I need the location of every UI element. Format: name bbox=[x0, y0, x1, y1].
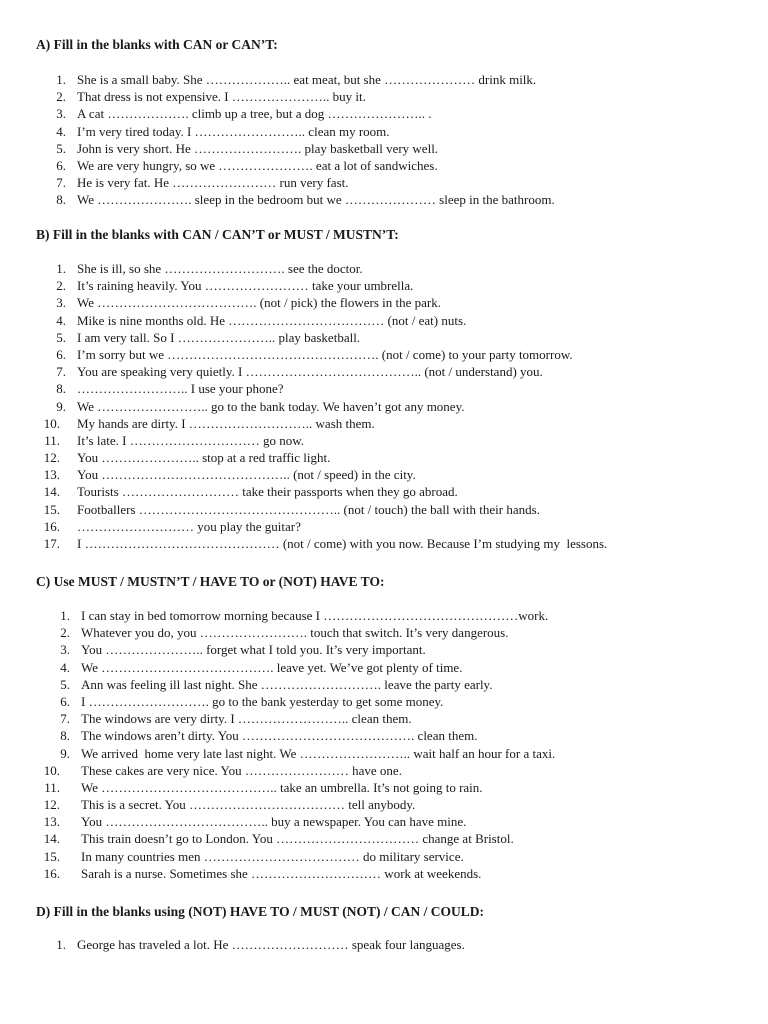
item-number: 12. bbox=[43, 450, 60, 466]
item-text: Mike is nine months old. He ……………………………… (not / eat) nuts. bbox=[77, 312, 467, 328]
list-item bbox=[0, 659, 768, 676]
list-item bbox=[0, 88, 768, 105]
item-text: This is a secret. You ……………………………… tell anybody. bbox=[81, 797, 416, 813]
item-number: 14. bbox=[43, 831, 60, 847]
item-text: These cakes are very nice. You …………………… have one. bbox=[81, 762, 402, 778]
section-c-list bbox=[0, 607, 768, 882]
item-number: 6. bbox=[60, 693, 70, 709]
list-item bbox=[0, 624, 768, 641]
item-text: He is very fat. He …………………… run very fast. bbox=[77, 175, 349, 191]
item-number: 4. bbox=[56, 123, 66, 139]
item-number: 4. bbox=[60, 659, 70, 675]
item-number: 2. bbox=[60, 625, 70, 641]
item-text: It’s raining heavily. You …………………… take your umbrella. bbox=[77, 278, 414, 294]
list-item bbox=[0, 762, 768, 779]
list-item bbox=[0, 518, 768, 535]
item-number: 10. bbox=[43, 762, 60, 778]
item-text: You …………………………………….. (not / speed) in the city. bbox=[77, 467, 416, 483]
item-number: 14. bbox=[43, 484, 60, 500]
list-item bbox=[0, 535, 768, 552]
item-text: ……………………… you play the guitar? bbox=[77, 518, 301, 534]
item-text: I ……………………………………… (not / come) with you now. Because I’m studying my lessons. bbox=[77, 536, 608, 551]
item-number: 5. bbox=[56, 329, 66, 345]
item-text: Tourists ……………………… take their passports when they go abroad. bbox=[77, 484, 458, 500]
item-text: We …………………………………. leave yet. We’ve got plenty of time. bbox=[81, 659, 463, 675]
item-text: You ……………………………….. buy a newspaper. You can have mine. bbox=[81, 814, 467, 830]
item-text: I am very tall. So I ………………….. play basketball. bbox=[77, 329, 361, 345]
item-text: We …………………….. go to the bank today. We haven’t got any money. bbox=[77, 398, 465, 414]
item-number: 10. bbox=[43, 415, 60, 431]
item-text: Ann was feeling ill last night. She ………………………. leave the party early. bbox=[81, 676, 493, 692]
item-text: I can stay in bed tomorrow morning because I ………………………………………work. bbox=[81, 608, 549, 623]
list-item bbox=[0, 779, 768, 796]
list-item bbox=[0, 796, 768, 813]
item-number: 11. bbox=[44, 432, 60, 448]
list-item bbox=[0, 432, 768, 449]
item-text: Whatever you do, you ……………………. touch that switch. It’s very dangerous. bbox=[81, 625, 509, 641]
item-number: 7. bbox=[56, 364, 66, 380]
item-text: My hands are dirty. I ……………………….. wash them. bbox=[77, 415, 375, 431]
item-number: 8. bbox=[56, 192, 66, 208]
list-item bbox=[0, 277, 768, 294]
list-item bbox=[0, 71, 768, 88]
item-number: 3. bbox=[60, 642, 70, 658]
list-item bbox=[0, 363, 768, 380]
list-item bbox=[0, 191, 768, 208]
item-number: 7. bbox=[56, 175, 66, 191]
item-text: The windows are very dirty. I …………………….. clean them. bbox=[81, 711, 412, 727]
list-item bbox=[0, 710, 768, 727]
list-item bbox=[0, 415, 768, 432]
item-text: You ………………….. stop at a red traffic light. bbox=[77, 450, 331, 466]
list-item bbox=[0, 294, 768, 311]
list-item bbox=[0, 398, 768, 415]
item-number: 1. bbox=[56, 261, 66, 276]
item-number: 9. bbox=[60, 745, 70, 761]
list-item bbox=[0, 380, 768, 397]
item-text: George has traveled a lot. He ……………………… speak four languages. bbox=[77, 937, 465, 952]
list-item bbox=[0, 157, 768, 174]
list-item bbox=[0, 607, 768, 624]
item-text: This train doesn’t go to London. You …………………………… change at Bristol. bbox=[81, 831, 514, 847]
item-number: 2. bbox=[56, 89, 66, 105]
item-number: 13. bbox=[43, 814, 60, 830]
item-number: 5. bbox=[60, 676, 70, 692]
list-item bbox=[0, 848, 768, 865]
item-number: 17. bbox=[43, 536, 60, 551]
list-item bbox=[0, 483, 768, 500]
item-number: 16. bbox=[43, 518, 60, 534]
item-text: The windows aren’t dirty. You …………………………………. clean them. bbox=[81, 728, 478, 744]
list-item bbox=[0, 312, 768, 329]
section-a-heading: A) Fill in the blanks with CAN or CAN’T: bbox=[36, 37, 278, 52]
item-text: You ………………….. forget what I told you. It’s very important. bbox=[81, 642, 426, 658]
item-number: 15. bbox=[43, 501, 60, 517]
list-item bbox=[0, 329, 768, 346]
list-item bbox=[0, 865, 768, 882]
list-item bbox=[0, 745, 768, 762]
list-item bbox=[0, 140, 768, 157]
list-item bbox=[0, 449, 768, 466]
item-number: 15. bbox=[43, 848, 60, 864]
item-text: You are speaking very quietly. I ………………………………….. (not / understand) you. bbox=[77, 364, 543, 380]
item-number: 3. bbox=[56, 106, 66, 122]
item-number: 11. bbox=[44, 779, 60, 795]
item-text: I’m very tired today. I …………………….. clean my room. bbox=[77, 123, 390, 139]
item-number: 12. bbox=[43, 797, 60, 813]
item-number: 8. bbox=[60, 728, 70, 744]
section-c-heading: C) Use MUST / MUSTN’T / HAVE TO or (NOT) HAVE TO: bbox=[36, 574, 385, 589]
item-number: 2. bbox=[56, 278, 66, 294]
list-item bbox=[0, 123, 768, 140]
list-item bbox=[0, 466, 768, 483]
list-item bbox=[0, 641, 768, 658]
item-text: She is a small baby. She ……………….. eat meat, but she ………………… drink milk. bbox=[77, 72, 537, 87]
section-d-list bbox=[0, 936, 768, 953]
list-item bbox=[0, 830, 768, 847]
item-text: I ………………………. go to the bank yesterday to get some money. bbox=[81, 693, 444, 709]
item-text: John is very short. He ……………………. play basketball very well. bbox=[77, 140, 439, 156]
item-text: …………………….. I use your phone? bbox=[77, 381, 284, 397]
section-a-list bbox=[0, 71, 768, 209]
list-item bbox=[0, 346, 768, 363]
list-item bbox=[0, 174, 768, 191]
item-number: 13. bbox=[43, 467, 60, 483]
item-number: 9. bbox=[56, 398, 66, 414]
item-text: A cat ………………. climb up a tree, but a dog ………………….. . bbox=[77, 106, 432, 122]
item-number: 16. bbox=[43, 865, 60, 881]
item-number: 3. bbox=[56, 295, 66, 311]
item-number: 5. bbox=[56, 140, 66, 156]
item-number: 6. bbox=[56, 157, 66, 173]
item-text: We arrived home very late last night. We …………………….. wait half an hour for a taxi. bbox=[81, 745, 556, 761]
item-text: Sarah is a nurse. Sometimes she ………………………… work at weekends. bbox=[81, 865, 482, 881]
item-text: That dress is not expensive. I ………………….. buy it. bbox=[77, 89, 366, 105]
list-item bbox=[0, 936, 768, 953]
item-text: We …………………. sleep in the bedroom but we ………………… sleep in the bathroom. bbox=[77, 192, 555, 208]
item-text: I’m sorry but we …………………………………………. (not / come) to your party tomorrow. bbox=[77, 346, 573, 362]
item-number: 8. bbox=[56, 381, 66, 397]
item-number: 1. bbox=[56, 72, 66, 87]
item-number: 6. bbox=[56, 346, 66, 362]
item-text: She is ill, so she ………………………. see the doctor. bbox=[77, 261, 363, 276]
section-b-heading: B) Fill in the blanks with CAN / CAN’T or MUST / MUSTN’T: bbox=[36, 227, 399, 242]
item-text: We ………………………………. (not / pick) the flowers in the park. bbox=[77, 295, 441, 311]
item-number: 1. bbox=[60, 608, 70, 623]
list-item bbox=[0, 501, 768, 518]
item-number: 7. bbox=[60, 711, 70, 727]
item-text: We are very hungry, so we …………………. eat a lot of sandwiches. bbox=[77, 157, 438, 173]
list-item bbox=[0, 260, 768, 277]
item-text: In many countries men ……………………………… do military service. bbox=[81, 848, 464, 864]
item-text: We ………………………………….. take an umbrella. It’s not going to rain. bbox=[81, 779, 483, 795]
item-text: Footballers ……………………………………….. (not / touch) the ball with their hands. bbox=[77, 501, 540, 517]
list-item bbox=[0, 813, 768, 830]
list-item bbox=[0, 676, 768, 693]
list-item bbox=[0, 105, 768, 122]
item-number: 4. bbox=[56, 312, 66, 328]
item-number: 1. bbox=[56, 937, 66, 952]
list-item bbox=[0, 727, 768, 744]
item-text: It’s late. I ………………………… go now. bbox=[77, 432, 304, 448]
section-b-list bbox=[0, 260, 768, 552]
section-d-heading: D) Fill in the blanks using (NOT) HAVE TO / MUST (NOT) / CAN / COULD: bbox=[36, 904, 484, 919]
list-item bbox=[0, 693, 768, 710]
